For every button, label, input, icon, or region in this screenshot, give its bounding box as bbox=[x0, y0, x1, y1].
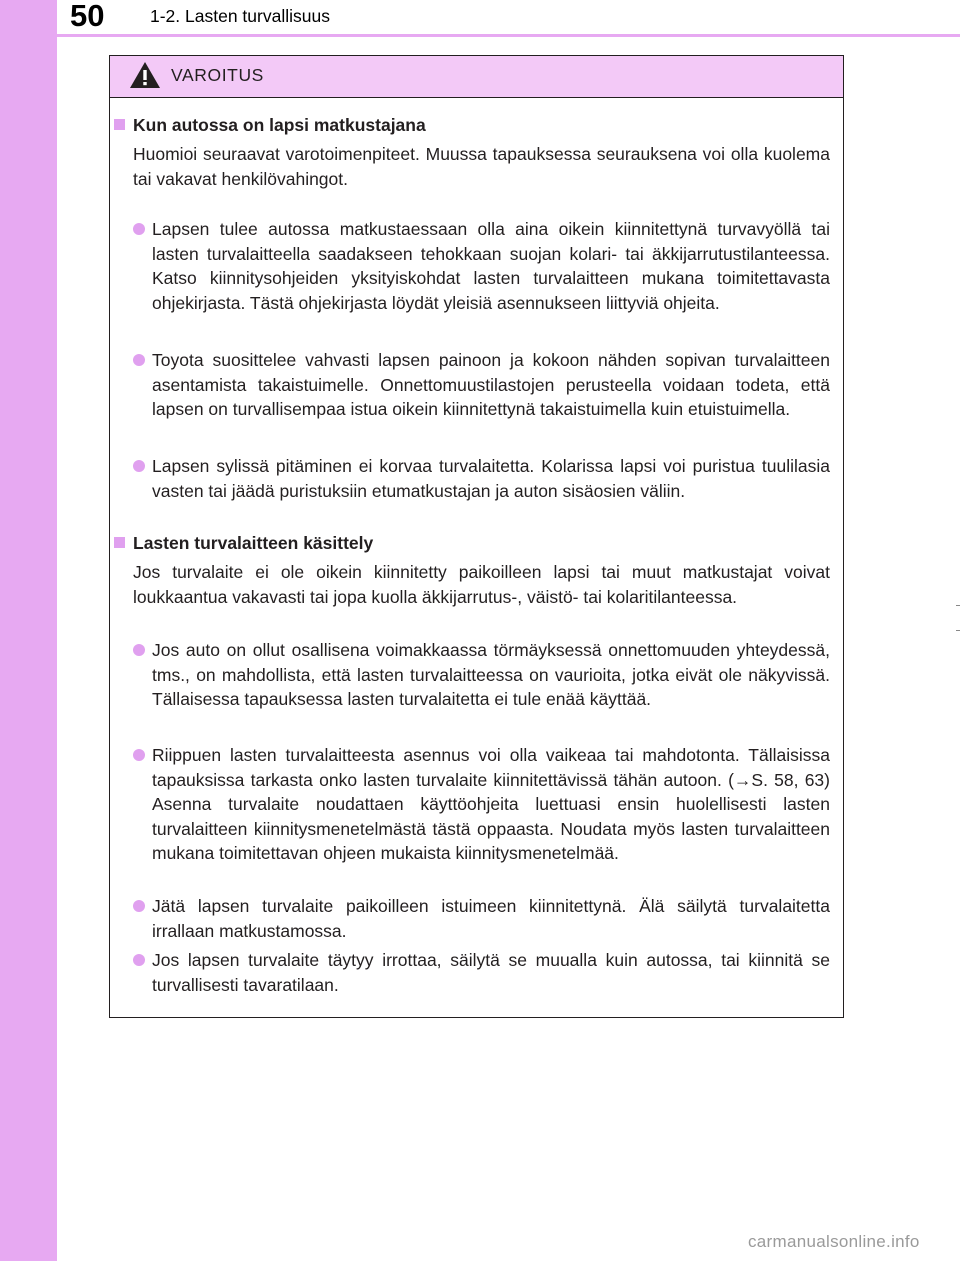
circle-bullet-icon bbox=[133, 900, 145, 912]
side-color-band bbox=[0, 0, 57, 1261]
square-bullet-icon bbox=[114, 119, 125, 130]
bullet-text: Lapsen sylissä pitäminen ei korvaa turvalaitetta. Kolarissa lapsi voi puristua tuulilasia vasten tai jäädä puristuksiin etumatkustajan ja auton sisäosien väliin. bbox=[152, 456, 830, 501]
square-bullet-icon bbox=[114, 537, 125, 548]
list-item bbox=[133, 348, 830, 422]
footer-watermark: carmanualsonline.info bbox=[748, 1232, 920, 1251]
edge-tick bbox=[956, 605, 960, 606]
section-paragraph: Jos turvalaite ei ole oikein kiinnitetty paikoilleen lapsi tai muut matkustajat voivat loukkaantua vakavasti tai jopa kuolla äkkijarrutus-, väistö- tai kolaritilanteessa. bbox=[133, 562, 830, 607]
warning-label: VAROITUS bbox=[171, 65, 264, 85]
warning-box bbox=[109, 55, 844, 1018]
warning-header bbox=[110, 56, 843, 98]
section-heading-child-restraint: Lasten turvalaitteen käsittely bbox=[114, 531, 373, 555]
warning-triangle-icon bbox=[129, 61, 161, 89]
edge-tick bbox=[956, 630, 960, 631]
bullet-text: Toyota suosittelee vahvasti lapsen painoon ja kokoon nähden sopivan turvalaitteen asentamista takaistuimelle. Onnettomuustilastojen perusteella voidaan todeta, että lapsen on turvallisempaa istua oikein kiinnitettynä takaistuimella kuin etuistuimella. bbox=[152, 350, 830, 419]
bullet-text: Riippuen lasten turvalaitteesta asennus voi olla vaikeaa tai mahdotonta. Tällaisissa tapauksissa tarkasta onko lasten turvalaite kiinnitettävissä tähän autoon. (→S. 58, 63) Asenna turvalaite noudattaen käyttöohjeita luettuasi ensin huolellisesti lasten turvalaitteen kiinnitysmenetelmästä tästä oppaasta. Noudata myös lasten turvalaitteen mukana toimitettavan ohjeen mukaista kiinnitysmenetelmää. bbox=[152, 745, 830, 863]
list-item bbox=[133, 948, 830, 997]
list-item bbox=[133, 894, 830, 943]
circle-bullet-icon bbox=[133, 644, 145, 656]
list-item bbox=[133, 743, 830, 866]
circle-bullet-icon bbox=[133, 749, 145, 761]
circle-bullet-icon bbox=[133, 223, 145, 235]
page-number: 50 bbox=[70, 0, 105, 33]
list-item bbox=[133, 638, 830, 712]
circle-bullet-icon bbox=[133, 354, 145, 366]
bullet-text: Jos auto on ollut osallisena voimakkaassa törmäyksessä onnettomuuden yhteydessä, tms., on mahdollista, että lasten turvalaitteessa on vaurioita, jotka eivät ole näkyvissä. Tällaisessa tapauksessa lasten turvalaitetta ei tule enää käyttää. bbox=[152, 640, 830, 709]
header-rule bbox=[0, 34, 960, 37]
bullet-text: Jätä lapsen turvalaite paikoilleen istuimeen kiinnitettynä. Älä säilytä turvalaitetta irrallaan matkustamossa. bbox=[152, 896, 830, 941]
list-item bbox=[133, 454, 830, 503]
section-heading-child-passenger: Kun autossa on lapsi matkustajana bbox=[114, 113, 426, 137]
section-paragraph: Huomioi seuraavat varotoimenpiteet. Muussa tapauksessa seurauksena voi olla kuolema tai vakavat henkilövahingot. bbox=[133, 144, 830, 189]
circle-bullet-icon bbox=[133, 460, 145, 472]
section-title: 1-2. Lasten turvallisuus bbox=[150, 6, 330, 26]
list-item bbox=[133, 217, 830, 315]
bullet-text: Jos lapsen turvalaite täytyy irrottaa, säilytä se muualla kuin autossa, tai kiinnitä se turvallisesti tavaratilaan. bbox=[152, 950, 830, 995]
bullet-text: Lapsen tulee autossa matkustaessaan olla aina oikein kiinnitettynä turvavyöllä tai lasten turvalaitteella saadakseen tehokkaan suojan kolari- tai äkkijarrutustilanteessa. Katso kiinnitysohjeiden yksityiskohdat lasten turvalaitteen mukana toimitettavasta ohjekirjasta. Tästä ohjekirjasta löydät yleisiä asennukseen liittyviä ohjeita. bbox=[152, 219, 830, 313]
circle-bullet-icon bbox=[133, 954, 145, 966]
